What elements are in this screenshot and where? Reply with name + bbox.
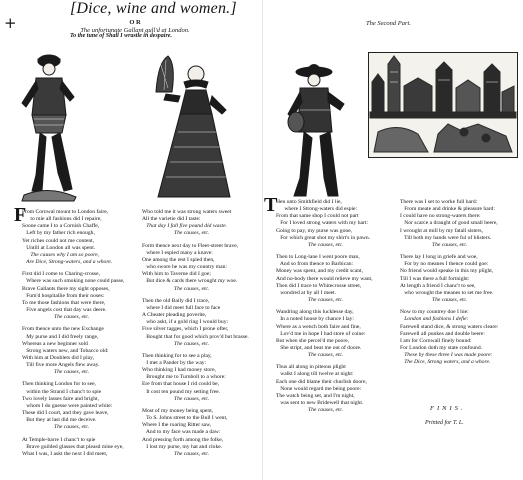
- verse-line: Where was such smoking none could passe,: [22, 278, 125, 285]
- verse-line: These by these three I was made poore:: [400, 352, 493, 359]
- ballad-subtitle: [80, 19, 190, 34]
- verse-line: For I loved strong waters with my hart:: [276, 220, 368, 227]
- verse-line: From that same shop I could not part: [276, 213, 359, 220]
- verse-line: For which great shot my shirt's in pawn.: [276, 234, 371, 241]
- verse-line: At length a friend I chanc't to see,: [400, 282, 476, 289]
- verse-line: where I Strong-waters did espie:: [276, 206, 358, 213]
- lady-woodcut: [148, 52, 238, 202]
- refrain-line: The causes, etc.: [308, 352, 344, 359]
- verse-line: Going to pay, my purse was gone,: [276, 227, 353, 234]
- verse-line: Fum'd hospitallie from their noses:: [22, 292, 105, 299]
- verse-line: Five angels cost that day was deere.: [22, 307, 107, 314]
- refrain-line: The causes, etc.: [174, 395, 210, 402]
- gallant-woodcut: [14, 45, 80, 203]
- verse-line: What I was, I askt the next I did meet,: [22, 450, 108, 457]
- verse-line: But when she percei'd me poore,: [276, 337, 350, 344]
- verse-line: Yet riches could not me content,: [22, 237, 95, 244]
- verse-line: It cost ten pound my setting free.: [142, 388, 220, 395]
- verse-line: Nor scarce a draught of good small beere,: [400, 220, 498, 227]
- verse-line: Soone came I to a Cornish Chaffe,: [22, 223, 100, 230]
- verse-line: Left by my father rich enough,: [22, 230, 95, 237]
- verse-line: Who thinking I had money store,: [142, 367, 216, 374]
- verse-line: I wrought at mill by my fatall sisters,: [400, 227, 483, 234]
- verse-line: At Temple-barre I chanc't to spie: [22, 436, 96, 443]
- verse-line: To me those fashions that were there,: [22, 299, 106, 306]
- refrain-line: The causes, etc.: [308, 241, 344, 248]
- drummer-woodcut: [282, 58, 352, 204]
- verse-line: Wandring along this lucklesse day,: [276, 309, 354, 316]
- verse-line: Ere from that house I rid could be,: [142, 381, 220, 388]
- verse-column-2: [142, 209, 249, 458]
- verse-line: I lost my purse, my hat and cloke.: [142, 443, 223, 450]
- verse-line: These did I court, and they gave leave,: [22, 410, 109, 417]
- verse-line: In a noted house by chance I lay:: [276, 316, 354, 323]
- verse-line: Till both my hands were ful of blisters.: [400, 234, 492, 241]
- verse-line: Where as a wench both faire and fine,: [276, 323, 361, 330]
- verse-line: First did I come to Charing-crosse,: [22, 271, 100, 278]
- refrain-line: The causes, etc.: [54, 369, 90, 376]
- verse-line: Thus all along in piteous plight: [276, 364, 346, 371]
- verse-line: Whereas a new beginner sold: [22, 340, 88, 347]
- verse-line: Most of my money being spent,: [142, 407, 214, 414]
- verse-line: Brought me to Turnboll to a whore:: [142, 374, 226, 381]
- verse-line: where I espied many a knave:: [142, 249, 213, 256]
- verse-line: Lov'd me in hope I had store of coine:: [276, 330, 366, 337]
- verse-line: None would regard me being poore:: [276, 385, 362, 392]
- refrain-line: The causes, etc.: [174, 230, 210, 237]
- verse-line: To S. Johns street to the Bull I went,: [142, 415, 228, 422]
- verse-line: And so from thence to Barbican:: [276, 261, 354, 268]
- registration-mark: +: [4, 14, 17, 32]
- verse-line: Form thence next day to Fleet-street brave,: [142, 242, 239, 249]
- verse-line: who askt, if a gold ring I would buy:: [142, 319, 229, 326]
- verse-line: And to my face was made a daw:: [142, 429, 221, 436]
- finis-mark: FINIS.: [430, 405, 466, 412]
- verse-line: walkt I along till twelve at night:: [276, 371, 354, 378]
- verse-line: And pressing forth among the folke,: [142, 436, 224, 443]
- verse-line: For London doth my state confound.: [400, 344, 483, 351]
- ballad-title: [Dice, wine and women.]: [70, 0, 237, 17]
- verse-line: Farewell all punkes and double beere:: [400, 330, 485, 337]
- verse-line: Who told me it was strong waters sweet: [142, 209, 232, 215]
- verse-line: Farewell stand dice, & strong waters cleare:: [400, 323, 499, 330]
- refrain-line: The causes, etc.: [308, 407, 344, 414]
- verse-line: With him to Taverne did I goe;: [142, 271, 211, 278]
- verse-line: From thence unto the new Exchange: [22, 326, 104, 333]
- verse-line: Brave guilded glasses that pleasd mine eye,: [22, 443, 124, 450]
- verse-line: There lay I long in griefe and woe,: [400, 254, 478, 261]
- verse-line: Till I was there a full fortnight:: [400, 275, 470, 282]
- verse-line: Then thinking London for to see,: [22, 381, 96, 388]
- verse-line: Then thinking for to see a play,: [142, 352, 212, 359]
- verse-line: Five silver tagges, which I prone ofter,: [142, 326, 229, 333]
- refrain-line: The causes, etc.: [174, 450, 210, 457]
- verse-line: My purse and I did freely range,: [22, 333, 99, 340]
- tune-line: To the tune of Shall I wrastle in despaire.: [70, 33, 172, 39]
- verse-line: But they at last did me deceive.: [22, 417, 97, 424]
- verse-line: But dice & cards there wrought my woe.: [142, 278, 238, 285]
- dropcap-t: T: [264, 194, 278, 216]
- verse-line: whom I do guesse were painted white:: [22, 402, 113, 409]
- verse-line: Money was spent, and my credit scant,: [276, 268, 363, 275]
- verse-line: Brave Gallants there my sight opposes,: [22, 285, 110, 292]
- verse-line: who wrought the meanes to set me free.: [400, 289, 494, 296]
- verse-line: within the Strand I chanc't to spie: [22, 388, 102, 395]
- refrain-line: The causes, etc.: [174, 340, 210, 347]
- or-label: O R: [129, 19, 141, 26]
- verse-line: The causes why I am so poore,: [22, 251, 100, 258]
- verse-line: She stript, and beat me out of doore.: [276, 344, 362, 351]
- verse-line: I am for Cornwall finely bound:: [400, 337, 472, 344]
- verse-line: That day I fall five pound did waste.: [142, 223, 227, 230]
- second-part-label: The Second Part.: [366, 20, 411, 27]
- refrain-line: The causes, etc.: [54, 314, 90, 321]
- verse-line: With him at Doublets did I play,: [22, 354, 94, 361]
- verse-line: There was I set to worke full hard:: [400, 199, 478, 205]
- page-fold: [262, 0, 263, 480]
- verse-line: I met a Pander by the way:: [142, 359, 207, 366]
- verse-line: Are Dice, Strong-waters, and a whore.: [22, 259, 113, 266]
- verse-line: where I did meet full face to face: [142, 304, 221, 311]
- verse-line: And no-body there would relieve my want,: [276, 275, 373, 282]
- dropcap-f: F: [14, 204, 27, 226]
- refrain-line: The causes, etc.: [54, 424, 90, 431]
- verse-line: I could have no strong-waters there:: [400, 213, 481, 220]
- verse-column-3: [276, 199, 372, 414]
- verse-line: wondred at by all I meet.: [276, 289, 337, 296]
- verse-line: Bought that for good which prov'd but brasse.: [142, 333, 249, 340]
- verse-line: Then did I trace to Whitecrosse street,: [276, 282, 362, 289]
- verse-line: From Cornwal mount to London faire,: [22, 209, 109, 215]
- verse-line: For by no meanes I thence could goe:: [400, 261, 489, 268]
- verse-line: Then to Long-lane I went poore man,: [276, 254, 360, 261]
- refrain-line: The causes, etc.: [432, 241, 468, 248]
- refrain-line: The causes, etc.: [432, 297, 468, 304]
- verse-line: No friend would speake in this my plight,: [400, 268, 494, 275]
- verse-line: Strong waters new, and Tobacco old:: [22, 347, 109, 354]
- verse-line: The Dice, Strong waters, and a whore.: [400, 359, 491, 366]
- verse-line: Two lovely lasses faire and bright,: [22, 395, 99, 402]
- verse-line: Hen unto Smithfield did I lie,: [276, 199, 342, 205]
- refrain-line: The causes, etc.: [174, 285, 210, 292]
- verse-line: to mie all fashions did I repaire,: [22, 216, 102, 223]
- verse-line: Each one did blame their churlish doore,: [276, 378, 367, 385]
- verse-line: From meate and drinke & pleasure hard:: [400, 206, 495, 213]
- verse-line: London and fashions I defie:: [400, 316, 469, 323]
- city-woodcut: [368, 52, 518, 158]
- verse-line: Now to my countrey doe I hie:: [400, 309, 469, 316]
- verse-line: A Cheater pleading poverite,: [142, 312, 207, 319]
- verse-line: Then the old Baily did I trace,: [142, 297, 210, 304]
- verse-line: Untill at London all was spent.: [22, 244, 96, 251]
- verse-line: was sent to new Bridewell that night.: [276, 400, 364, 407]
- refrain-line: The causes, etc.: [308, 297, 344, 304]
- verse-column-1: [22, 209, 124, 458]
- verse-line: Where I the roaring Ritter saw,: [142, 422, 212, 429]
- subtitle-text: The unfortunate Gallant gull'd at London.: [80, 26, 190, 34]
- verse-column-4: [400, 199, 498, 366]
- verse-line: Till five more Angels flew away.: [22, 362, 100, 369]
- verse-line: One among the rest I spied then,: [142, 256, 215, 263]
- verse-line: who swore he was my country man:: [142, 264, 227, 271]
- printer-credit: Printed for T. L.: [425, 420, 464, 426]
- verse-line: All the varietie did I taste:: [142, 216, 201, 223]
- verse-line: The watch being set, and I'm night,: [276, 392, 355, 399]
